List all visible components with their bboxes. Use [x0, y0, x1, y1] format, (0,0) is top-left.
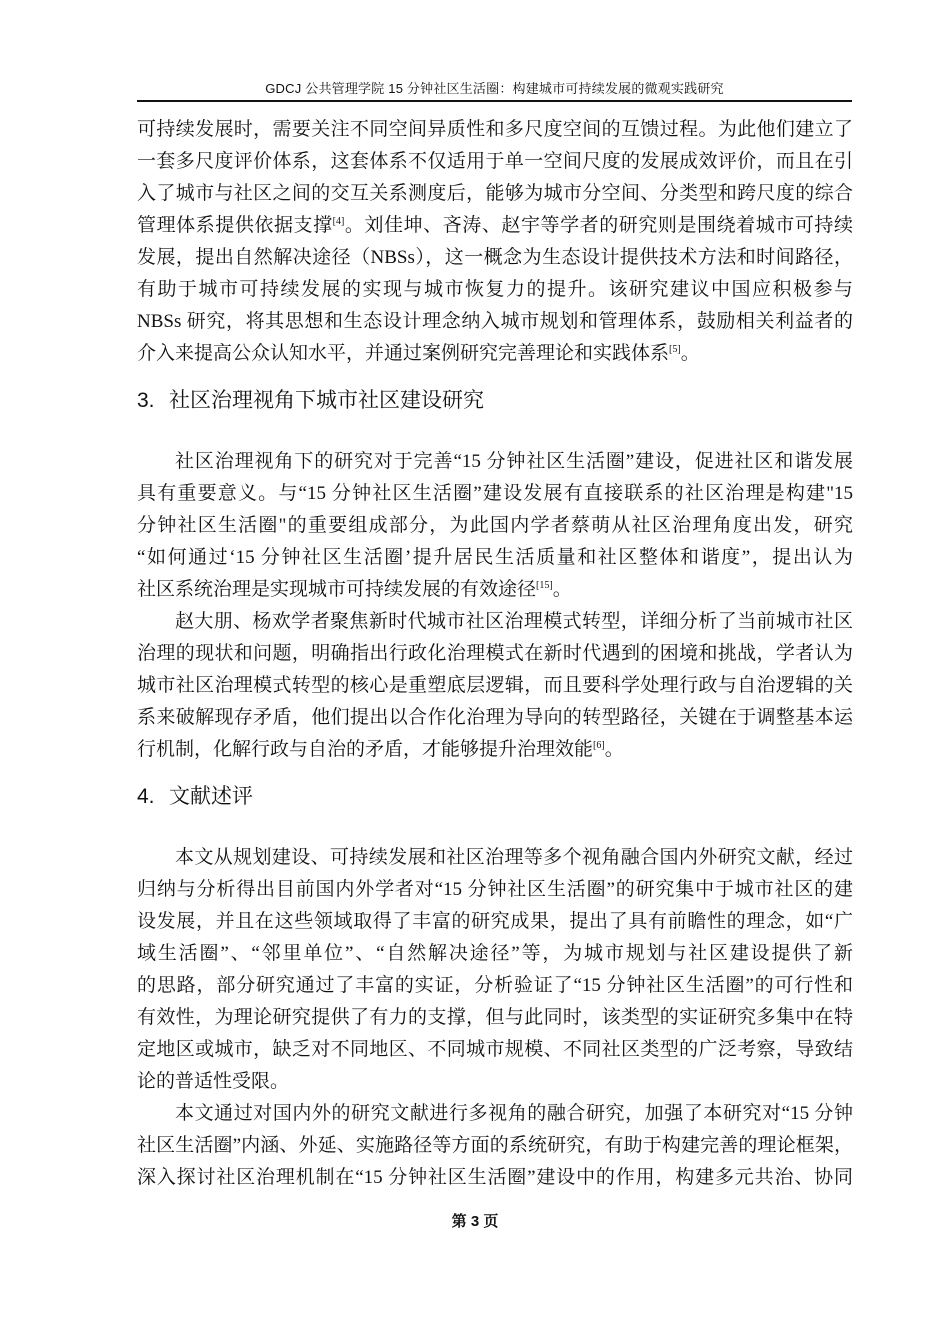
paragraph-line: 治理的现状和问题，明确指出行政化治理模式在新时代遇到的困境和挑战，学者认为	[137, 643, 853, 664]
paragraph-line: 有助于城市可持续发展的实现与城市恢复力的提升。该研究建议中国应积极参与	[137, 279, 853, 300]
paragraph-line: 入了城市与社区之间的交互关系测度后，能够为城市分空间、分类型和跨尺度的综合	[137, 183, 853, 204]
paragraph-line: 具有重要意义。与“15 分钟社区生活圈”建设发展有直接联系的社区治理是构建"15	[137, 483, 853, 504]
paragraph-line: 社区系统治理是实现城市可持续发展的有效途径[15]。	[137, 579, 572, 600]
paragraph-line: 归纳与分析得出目前国内外学者对“15 分钟社区生活圈”的研究集中于城市社区的建	[137, 879, 853, 900]
paragraph-line: 系来破解现存矛盾，他们提出以合作化治理为导向的转型路径，关键在于调整基本运	[137, 707, 853, 728]
paragraph-line: 管理体系提供依据支撑[4]。刘佳坤、吝涛、赵宇等学者的研究则是围绕着城市可持续	[137, 215, 853, 236]
section-number: 3.	[137, 389, 155, 412]
paragraph-line: 分钟社区生活圈"的重要组成部分，为此国内学者蔡萌从社区治理角度出发，研究	[137, 515, 853, 536]
paragraph-line: “如何通过‘15 分钟社区生活圈’提升居民生活质量和社区整体和谐度”，提出认为	[137, 547, 853, 568]
running-header: GDCJ 公共管理学院 15 分钟社区生活圈：构建城市可持续发展的微观实践研究	[265, 81, 724, 96]
paragraph-line: 有效性，为理论研究提供了有力的支撑，但与此同时，该类型的实证研究多集中在特	[137, 1007, 853, 1028]
citation: [6]	[593, 740, 605, 751]
paragraph-line: 本文通过对国内外的研究文献进行多视角的融合研究，加强了本研究对“15 分钟	[175, 1103, 853, 1124]
paragraph-line: 社区治理视角下的研究对于完善“15 分钟社区生活圈”建设，促进社区和谐发展	[175, 451, 853, 472]
paragraph-line: 赵大朋、杨欢学者聚焦新时代城市社区治理模式转型，详细分析了当前城市社区	[175, 611, 853, 632]
paragraph-line: 本文从规划建设、可持续发展和社区治理等多个视角融合国内外研究文献，经过	[175, 847, 853, 868]
paragraph-line: 一套多尺度评价体系，这套体系不仅适用于单一空间尺度的发展成效评价，而且在引	[137, 151, 853, 172]
citation: [5]	[669, 344, 681, 355]
citation: [15]	[536, 580, 553, 591]
paragraph-line: NBSs 研究，将其思想和生态设计理念纳入城市规划和管理体系，鼓励相关利益者的	[137, 311, 853, 332]
citation: [4]	[332, 216, 345, 227]
paragraph-line: 发展，提出自然解决途径（NBSs），这一概念为生态设计提供技术方法和时间路径，	[137, 247, 853, 268]
paragraph-line: 设发展，并且在这些领域取得了丰富的研究成果，提出了具有前瞻性的理念，如“广	[137, 911, 853, 932]
header-rule	[137, 100, 852, 102]
paragraph-line: 社区生活圈”内涵、外延、实施路径等方面的系统研究，有助于构建完善的理论框架，	[137, 1135, 853, 1156]
paragraph-line: 的思路，部分研究通过了丰富的实证，分析验证了“15 分钟社区生活圈”的可行性和	[137, 975, 853, 996]
paragraph-line: 论的普适性受限。	[137, 1071, 290, 1092]
paragraph-line: 介入来提高公众认知水平，并通过案例研究完善理论和实践体系[5]。	[137, 343, 700, 364]
paragraph-line: 深入探讨社区治理机制在“15 分钟社区生活圈”建设中的作用，构建多元共治、协同	[137, 1167, 853, 1188]
page-number: 第 3 页	[451, 1213, 499, 1230]
section-heading	[137, 384, 484, 414]
paragraph-line: 定地区或城市，缺乏对不同地区、不同城市规模、不同社区类型的广泛考察，导致结	[137, 1039, 853, 1060]
section-title: 社区治理视角下城市社区建设研究	[169, 389, 484, 412]
paragraph-line: 可持续发展时，需要关注不同空间异质性和多尺度空间的互馈过程。为此他们建立了	[137, 119, 853, 140]
paragraph-line: 行机制，化解行政与自治的矛盾，才能够提升治理效能[6]。	[137, 739, 624, 760]
section-heading	[137, 780, 253, 810]
paragraph-line: 城市社区治理模式转型的核心是重塑底层逻辑，而且要科学处理行政与自治逻辑的关	[137, 675, 853, 696]
section-number: 4.	[137, 785, 155, 808]
paragraph-line: 域生活圈”、“邻里单位”、“自然解决途径”等，为城市规划与社区建设提供了新	[137, 943, 853, 964]
section-title: 文献述评	[169, 785, 253, 808]
